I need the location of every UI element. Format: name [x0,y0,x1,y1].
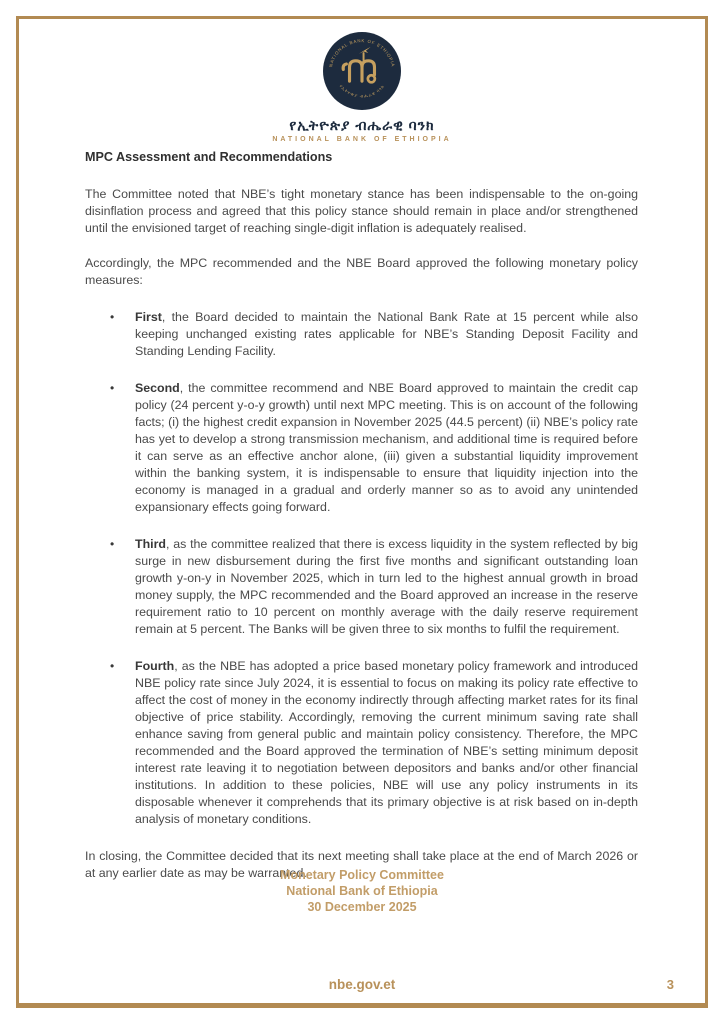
bullet-lead: First [135,310,162,324]
list-item-fourth [85,658,638,828]
signature-bank: National Bank of Ethiopia [286,884,438,898]
bullet-lead: Second [135,381,180,395]
bank-name-latin: NATIONAL BANK OF ETHIOPIA [272,136,452,143]
bullet-icon: • [110,659,115,673]
bullet-icon: • [110,381,115,395]
paragraph-measures-lead: Accordingly, the MPC recommended and the NBE Board approved the following monetary policy measures: [85,256,638,287]
signature-date: 30 December 2025 [307,900,417,914]
logo-arc-text-top: NATIONAL BANK OF ETHIOPIA [328,38,396,68]
footer-website: nbe.gov.et [328,977,396,992]
document-body [85,149,638,900]
bank-name-amharic: የኢትዮጵያ ብሔራዊ ባንክ [289,117,435,133]
bullet-text: , as the committee realized that there is excess liquidity in the system reflected by big surge in new disbursement during the first five months and significant outstanding loan growth y-on-y in November 2025, which in turn led to the highest annual growth in broad money supply, the MPC recommended and the Board approved an increase in the reserve requirement ratio to 10 percent on monthly average with the daily reserve requirement remain at 5 percent. The Banks will be given three to six months to fulfil the requirement. [135,537,638,636]
list-item-third [85,536,638,638]
paragraph-closing: In closing, the Committee decided that its next meeting shall take place at the end of March 2026 or at any earlier date as may be warranted. [85,849,638,880]
bullet-text: , the Board decided to maintain the National Bank Rate at 15 percent while also keeping unchanged existing rates applicable for NBE’s Standing Deposit Facility and Standing Lending Facility. [135,310,638,358]
bullet-text: , as the NBE has adopted a price based monetary policy framework and introduced NBE policy rate since July 2024, it is essential to focus on making its policy rate effective to affect the cost of money in the economy indirectly through affecting market rates for its final objective of price stability. Accordingly, removing the current minimum saving rate shall enhance saving from general public and maintain policy consistency. Therefore, the MPC recommended and the Board approved the termination of NBE’s setting minimum deposit interest rate leaving it to negotiation between depositors and banks and/or other financial institutions. In addition to these policies, NBE will use any policy instruments in its disposable whenever it comprehends that its primary objective is at risk based on in-depth analysis of monetary conditions. [135,659,638,826]
bullet-text: , the committee recommend and NBE Board approved to maintain the credit cap policy (24 percent y-o-y growth) until next MPC meeting. This is on account of the following facts; (i) the highest credit expansion in November 2025 (44.5 percent) (ii) NBE’s policy rate has yet to develop a strong transmission mechanism, and additional time is required before it can serve as an effective anchor alone, (iii) given a substantial liquidity improvement within the banking system, it is indispensable to ensure that liquidity injection into the economy is managed in a gradual and orderly manner so as to avoid any unintended expansionary effects going forward. [135,381,638,514]
list-item-first [85,309,638,360]
bullet-lead: Fourth [135,659,175,673]
page-number: 3 [666,977,674,992]
bank-masthead [0,32,724,143]
signature-committee: Monetary Policy Committee [280,868,444,882]
bullet-icon: • [110,537,115,551]
signature-block [0,867,724,915]
bullet-icon: • [110,310,115,324]
policy-measures-list [85,309,638,828]
bullet-lead: Third [135,537,166,551]
logo-arc-text-bottom: የኢትዮጵያ ብሔራዊ ባንክ [338,83,386,99]
list-item-second [85,380,638,516]
nbe-logo-icon [323,32,401,110]
paragraph-intro: The Committee noted that NBE’s tight monetary stance has been indispensable to the on-going disinflation process and agreed that this policy stance should remain in place and/or strengthened until the envisioned target of reaching single-digit inflation is adequately realised. [85,187,638,235]
section-heading: MPC Assessment and Recommendations [85,150,333,164]
